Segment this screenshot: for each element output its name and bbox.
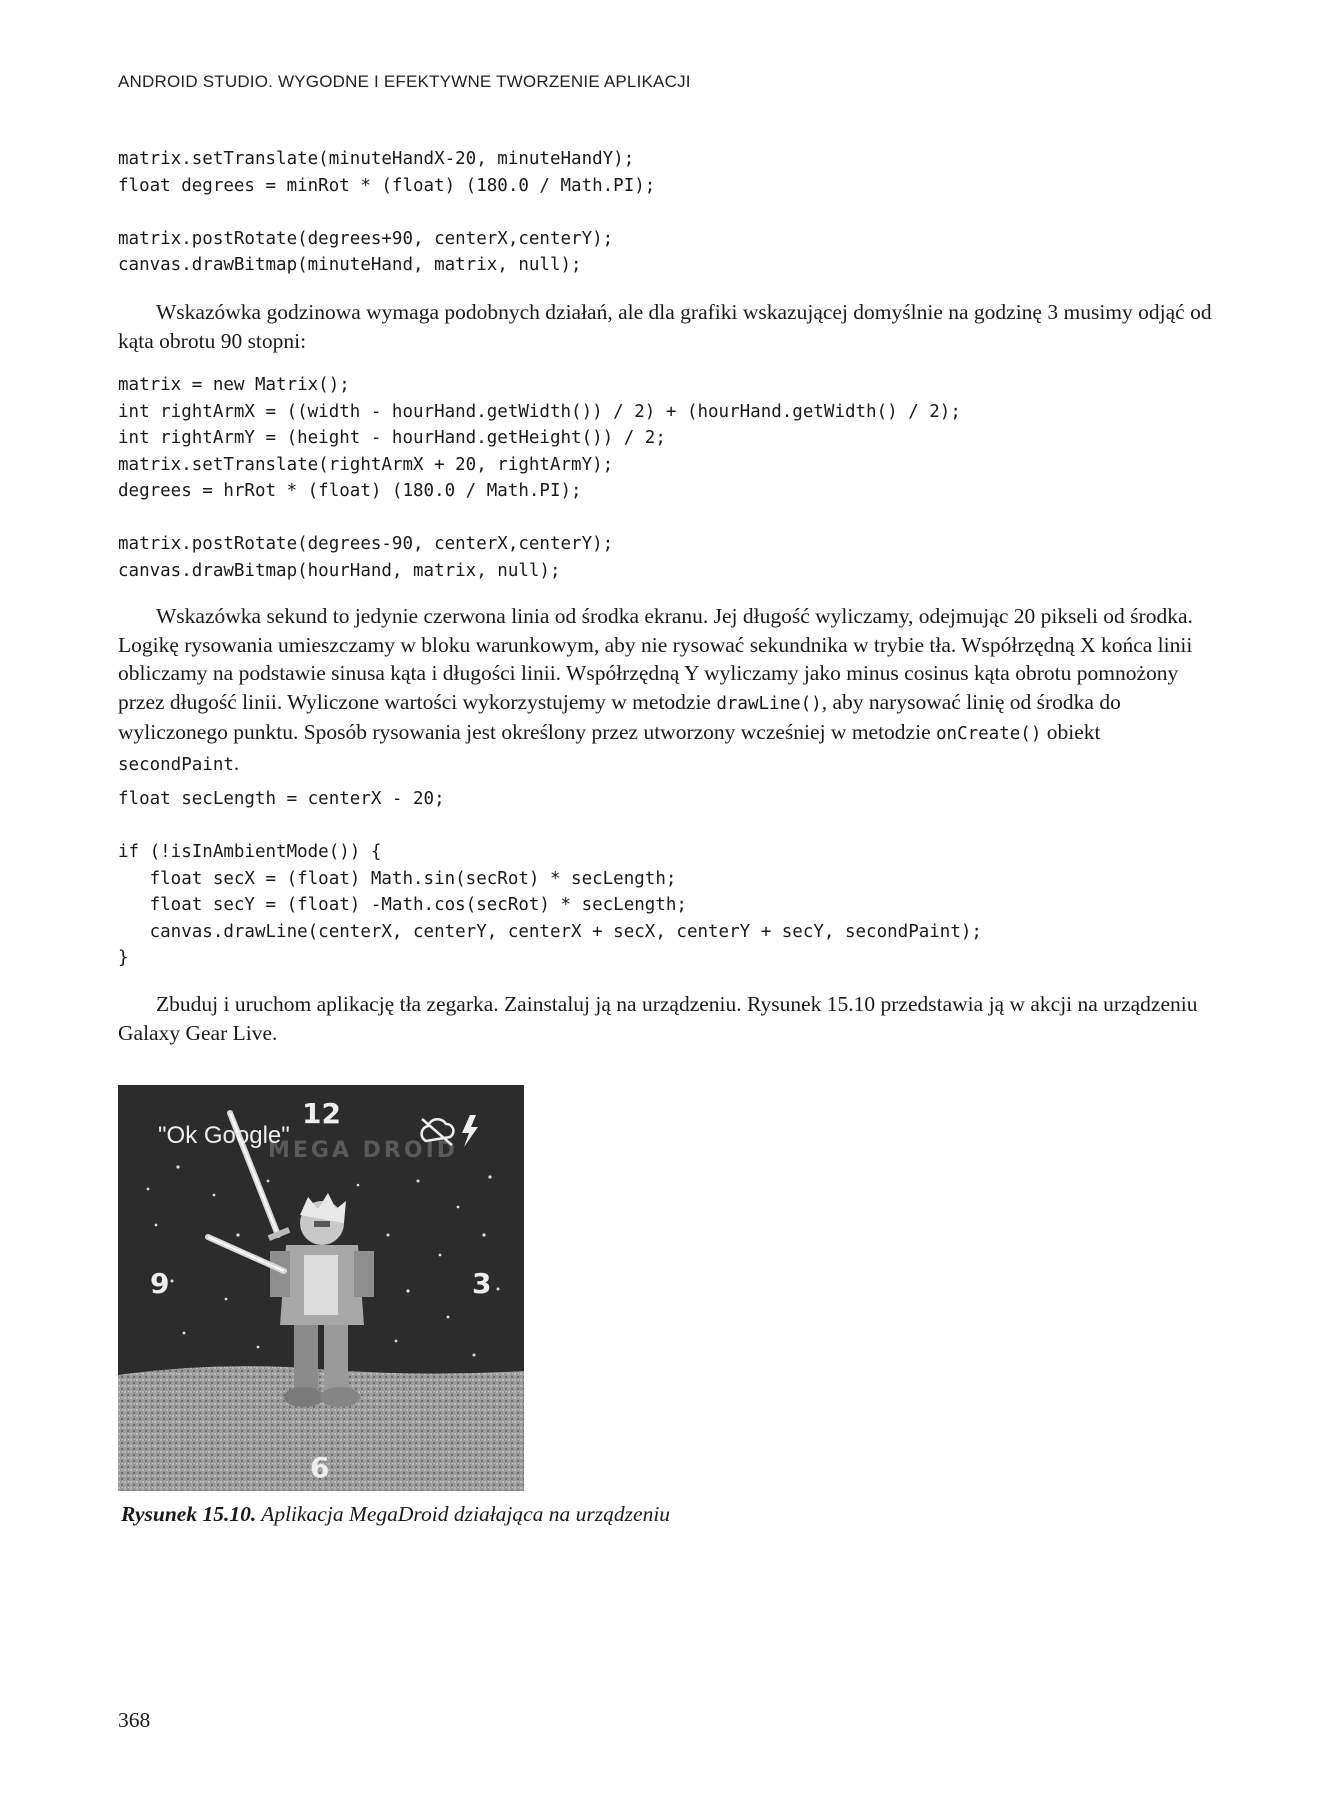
dial-number-9: 9 (150, 1267, 170, 1300)
inline-code-drawline: drawLine() (716, 693, 822, 714)
code-block-hour-hand: matrix = new Matrix(); int rightArmX = ((width - hourHand.getWidth()) / 2) + (hourHand.getWidth() / 2); int rightArmY = (height - hourHand.getHeight()) / 2; matrix.setTranslate(rightArmX + 20, rightArmY); degrees = hrRot * (float) (180.0 / Math.PI); matrix.postRotate(degrees-90, centerX,centerY); canvas.drawBitmap(hourHand, matrix, null); (118, 375, 961, 581)
svg-text:MEGA DROID: MEGA DROID (268, 1138, 459, 1163)
caption-label: Rysunek 15.10. (121, 1502, 257, 1526)
paragraph-text: Wskazówka sekund to jedynie czerwona linia od środka ekranu. Jej długość wyliczamy, odejmując 20 pikseli od środka. Logikę rysowania umieszczamy w bloku warunkowym, aby nie rysować sekundnika w trybie tła. Współrzędną X końca linii obliczamy na podstawie sinusa kąta i długości linii. Współrzędną Y wyliczamy jako minus cosinus kąta obrotu pomnożony przez długość linii. Wyliczone wartości wykorzystujemy w metodzie (118, 604, 1193, 714)
dial-number-3: 3 (472, 1267, 492, 1300)
inline-code-oncreate: onCreate() (936, 724, 1042, 744)
caption-text: Aplikacja MegaDroid działająca na urządzeniu (256, 1502, 671, 1526)
paragraph-run-app: Zbuduj i uruchom aplikację tła zegarka. Zainstaluj ją na urządzeniu. Rysunek 15.10 przedstawia ją w akcji na urządzeniu Galaxy Gear Live. (118, 992, 1198, 1045)
dial-number-6: 6 (310, 1451, 330, 1484)
figure-caption (121, 1502, 670, 1527)
code-block-minute-hand: matrix.setTranslate(minuteHandX-20, minuteHandY); float degrees = minRot * (float) (180.0 / Math.PI); matrix.postRotate(degrees+90, centerX,centerY); canvas.drawBitmap(minuteHand, matrix, null); (118, 149, 656, 275)
megadroid-logo (268, 1138, 458, 1163)
inline-code-secondpaint: secondPaint (118, 754, 234, 775)
paragraph-second-hand (118, 602, 1218, 779)
paragraph-hour-hand: Wskazówka godzinowa wymaga podobnych działań, ale dla grafiki wskazującej domyślnie na godzinę 3 musimy odjąć od kąta obrotu 90 stopni: (118, 300, 1212, 353)
dial-number-12: 12 (302, 1097, 341, 1130)
voice-hint: "Ok Google" (158, 1122, 290, 1149)
watch-face-screenshot (118, 1085, 524, 1491)
paragraph-text: . (233, 750, 240, 775)
page-number: 368 (118, 1708, 151, 1732)
running-head: ANDROID STUDIO. WYGODNE I EFEKTYWNE TWORZENIE APLIKACJI (118, 72, 691, 91)
paragraph-text: , aby narysować linię od środka do wyliczonego punktu. Sposób rysowania jest określony przez utworzony wcześniej w metodzie (118, 689, 1121, 744)
code-block-second-hand: float secLength = centerX - 20; if (!isInAmbientMode()) { float secX = (float) Math.sin(secRot) * secLength; float secY = (float) -Math.cos(secRot) * secLength; canvas.drawLine(centerX, centerY, centerX + secX, centerY + secY, secondPaint); } (118, 789, 982, 968)
paragraph-text: obiekt (1041, 720, 1101, 744)
watch-face-illustration (118, 1085, 524, 1491)
